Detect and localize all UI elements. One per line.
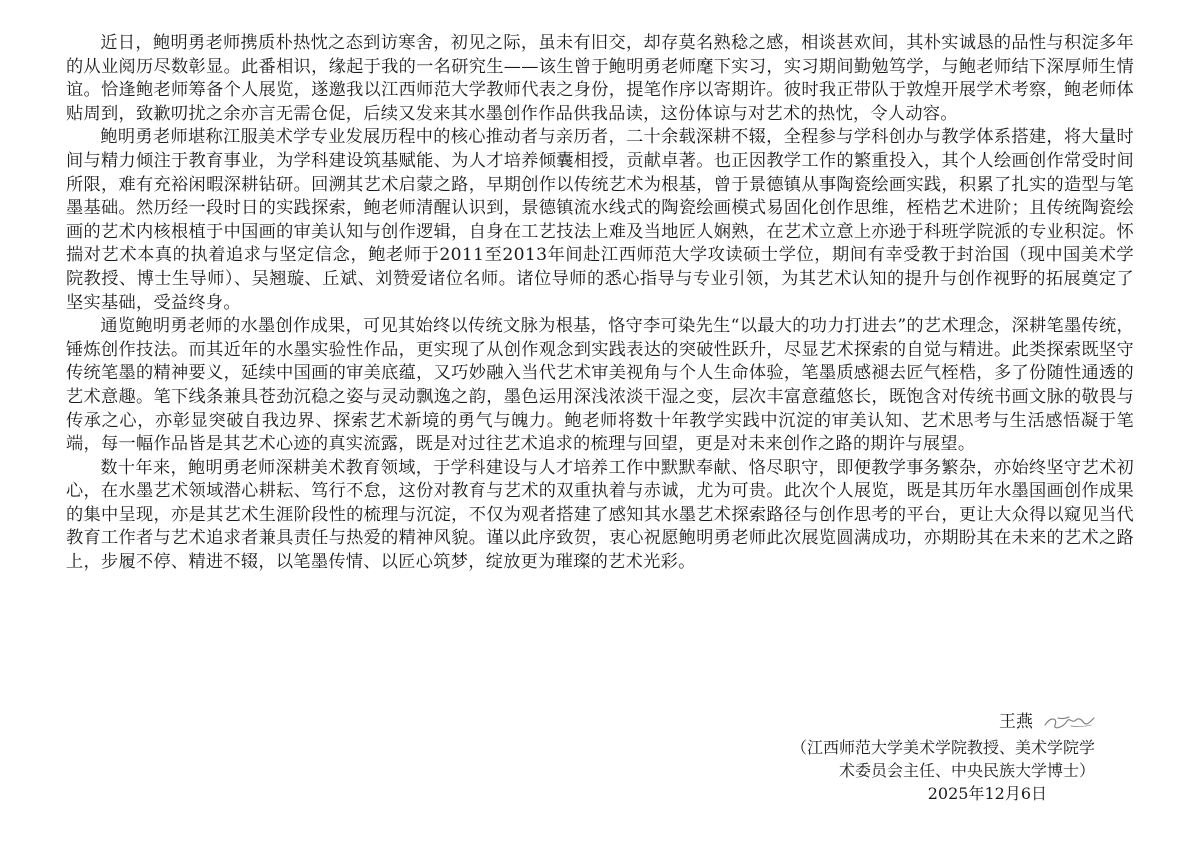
handwritten-signature [1041,710,1097,734]
signature-date: 2025年12月6日 [927,784,1047,803]
preface-paragraph-2: 鲍明勇老师堪称江服美术学专业发展历程中的核心推动者与亲历者，二十余载深耕不辍，全程参与学科创办与教学体系搭建，将大量时间与精力倾注于教育事业，为学科建设筑基赋能、为人才培养倾囊相授，贡献卓著。也正因教学工作的繁重投入，其个人绘画创作常受时间所限，难有充裕闲暇深耕钻研。回溯其艺术启蒙之路，早期创作以传统艺术为根基，曾于景德镇从事陶瓷绘画实践，积累了扎实的造型与笔墨基础。然历经一段时日的实践探索，鲍老师清醒认识到，景德镇流水线式的陶瓷绘画模式易固化创作思维，桎梏艺术进阶；且传统陶瓷绘画的艺术内核根植于中国画的审美认知与创作逻辑，自身在工艺技法上难及当地匠人娴熟，在艺术立意上亦逊于科班学院派的专业积淀。怀揣对艺术本真的执着追求与坚定信念，鲍老师于2011至2013年间赴江西师范大学攻读硕士学位，期间有幸受教于封治国（现中国美术学院教授、博士生导师）、吴翘璇、丘斌、刘赞爱诸位名师。诸位导师的悉心指导与专业引领，为其艺术认知的提升与创作视野的拓展奠定了坚实基础，受益终身。 [66,127,1134,313]
preface-paragraph-4: 数十年来，鲍明勇老师深耕美术教育领域，于学科建设与人才培养工作中默默奉献、恪尽职守，即便教学事务繁杂，亦始终坚守艺术初心，在水墨艺术领域潜心耕耘、笃行不怠，这份对教育与艺术的双重执着与赤诚，尤为可贵。此次个人展览，既是其历年水墨国画创作成果的集中呈现，亦是其艺术生涯阶段性的梳理与沉淀，不仅为观者搭建了感知其水墨艺术探索路径与创作思考的平台，更让大众得以窥见当代教育工作者与艺术追求者兼具责任与热爱的精神风貌。谨以此序致贺，衷心祝愿鲍明勇老师此次展览圆满成功，亦期盼其在未来的艺术之路上，步履不停、精进不辍，以笔墨传情、以匠心筑梦，绽放更为璀璨的艺术光彩。 [66,457,1134,573]
author-affiliation: （江西师范大学美术学院教授、美术学院学 术委员会主任、中央民族大学博士） [790,738,1095,780]
preface-paragraph-3: 通览鲍明勇老师的水墨创作成果，可见其始终以传统文脉为根基，恪守李可染先生“以最大的功力打进去”的艺术理念，深耕笔墨传统，锤炼创作技法。而其近年的水墨实验性作品，更实现了从创作观念到实践表达的突破性跃升，尽显艺术探索的自觉与精进。此类探索既坚守传统笔墨的精神要义，延续中国画的审美底蕴，又巧妙融入当代艺术审美视角与个人生命体验，笔墨质感褪去匠气桎梏，多了份随性通透的艺术意趣。笔下线条兼具苍劲沉稳之姿与灵动飘逸之韵，墨色运用深浅浓淡干湿之变，层次丰富意蕴悠长，既饱含对传统书画文脉的敬畏与传承之心，亦彰显突破自我边界、探索艺术新境的勇气与魄力。鲍老师将数十年教学实践中沉淀的审美认知、艺术思考与生活感悟凝于笔端，每一幅作品皆是其艺术心迹的真实流露，既是对过往艺术追求的梳理与回望，更是对未来创作之路的期许与展望。 [66,316,1134,455]
author-name: 王燕 [999,711,1033,732]
author-line [743,710,1097,734]
preface-paragraph-1: 近日，鲍明勇老师携质朴热忱之态到访寒舍，初见之际，虽未有旧交，却存莫名熟稔之感，相谈甚欢间，其朴实诚恳的品性与积淀多年的从业阅历尽数彰显。此番相识，缘起于我的一名研究生——该生曾于鲍明勇老师麾下实习，实习期间勤勉笃学，与鲍老师结下深厚师生情谊。恰逢鲍老师筹备个人展览，遂邀我以江西师范大学教师代表之身份，提笔作序以寄期许。彼时我正带队于敦煌开展学术考察，鲍老师体贴周到，致歉叨扰之余亦言无需仓促，后续又发来其水墨创作作品供我品读，这份体谅与对艺术的热忱，令人动容。 [66,33,1134,124]
signature-block [743,710,1103,805]
preface-document [66,32,1134,575]
